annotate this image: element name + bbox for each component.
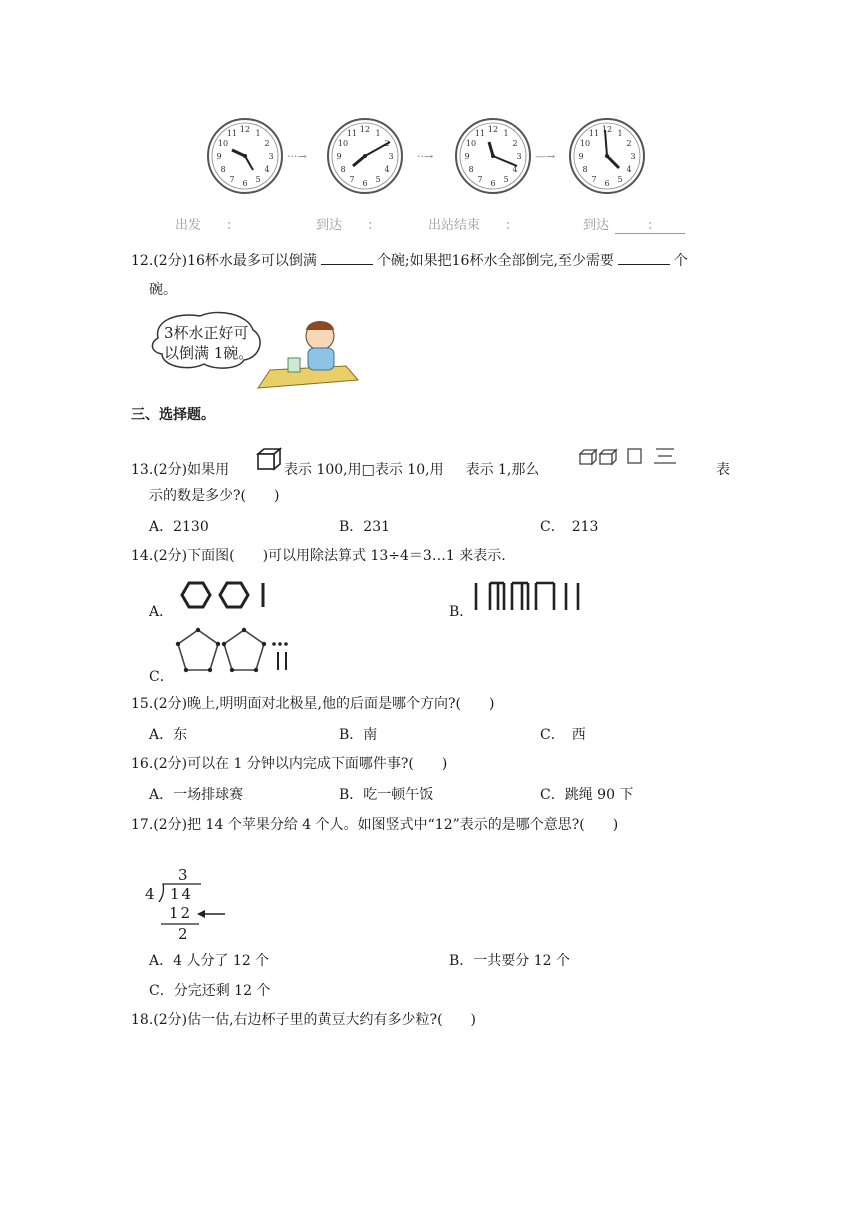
option-c[interactable]: C．分完还剩 12 个 [149,983,271,999]
option-a[interactable]: A．东 [149,727,188,743]
question-18: 18.(2分)估一估,右边杯子里的黄豆大约有多少粒?( ) [131,1012,476,1028]
dividend: 14 [170,885,194,903]
cup-icon [288,358,300,372]
option-b[interactable]: B．一共要分 12 个 [449,953,571,969]
question-13-part4: 示的数是多少?( ) [149,488,280,504]
option-b[interactable]: B．南 [339,727,378,743]
table-shape [258,366,358,388]
section-title: 三、选择题。 [131,407,215,423]
question-13-part2: 表示 100,用□表示 10,用 表示 1,那么 [284,462,540,478]
blocks-icon [578,445,678,471]
arrow-icon [197,910,205,918]
quotient: 3 [178,866,188,884]
question-12: 12.(2分)16杯水最多可以倒满 个碗;如果把16杯水全部倒完,至少需要 个 [131,250,688,271]
clock-label-2: 到达 : [316,218,373,233]
clock-label-1: 出发 : [175,218,232,233]
option-c[interactable]: C． 213 [540,519,599,535]
question-12-continued: 碗。 [149,282,177,298]
question-13: 13.(2分)如果用 [131,462,230,478]
question-16: 16.(2分)可以在 1 分钟以内完成下面哪件事?( ) [131,756,448,772]
divisor: 4 [145,885,155,903]
arrow-1: ···→ [287,150,307,163]
question-15: 15.(2分)晚上,明明面对北极星,他的后面是哪个方向?( ) [131,696,495,712]
question-14: 14.(2分)下面图( )可以用除法算式 13÷4＝3…1 来表示. [131,548,506,564]
question-13-part3: 表 [716,462,730,478]
clock-label-4: 到达 : [583,214,685,234]
option-b[interactable]: B．231 [339,519,391,535]
clock-illustration: 12 12 345 678 91011 ···→ ··→ —→ [195,108,665,238]
arrow-3: —→ [535,150,556,163]
question-17: 17.(2分)把 14 个苹果分给 4 个人。如图竖式中“12”表示的是哪个意思?( ) [131,817,619,833]
product: 12 [169,904,193,922]
answer-blank-2[interactable] [618,250,670,265]
option-a[interactable]: A．4 人分了 12 个 [149,953,270,969]
clock-label-3: 出站结束 : [428,218,511,233]
clock-1 [208,119,282,193]
option-c[interactable]: C．跳绳 90 下 [540,787,634,803]
bubble-text: 3杯水正好可 以倒满 1碗。 [164,324,254,362]
child-body [308,348,334,370]
answer-blank-1[interactable] [321,250,373,265]
hexagons-figure [172,578,272,616]
option-b[interactable]: B． [449,604,474,620]
clock-3 [456,119,530,193]
cube-icon [256,447,282,475]
sticks-figure [470,580,585,618]
remainder: 2 [178,925,188,943]
option-b[interactable]: B．吃一顿午饭 [339,787,434,803]
option-a[interactable]: A． [149,604,174,620]
pentagons-figure [170,626,300,680]
option-a[interactable]: A．2130 [149,519,209,535]
arrow-2: ··→ [417,150,434,163]
option-c[interactable]: C． 西 [540,727,586,743]
clock-2 [328,119,402,193]
option-c[interactable]: C． [149,669,174,685]
option-a[interactable]: A．一场排球赛 [149,787,244,803]
long-division [145,866,245,946]
clock-4 [570,119,644,193]
